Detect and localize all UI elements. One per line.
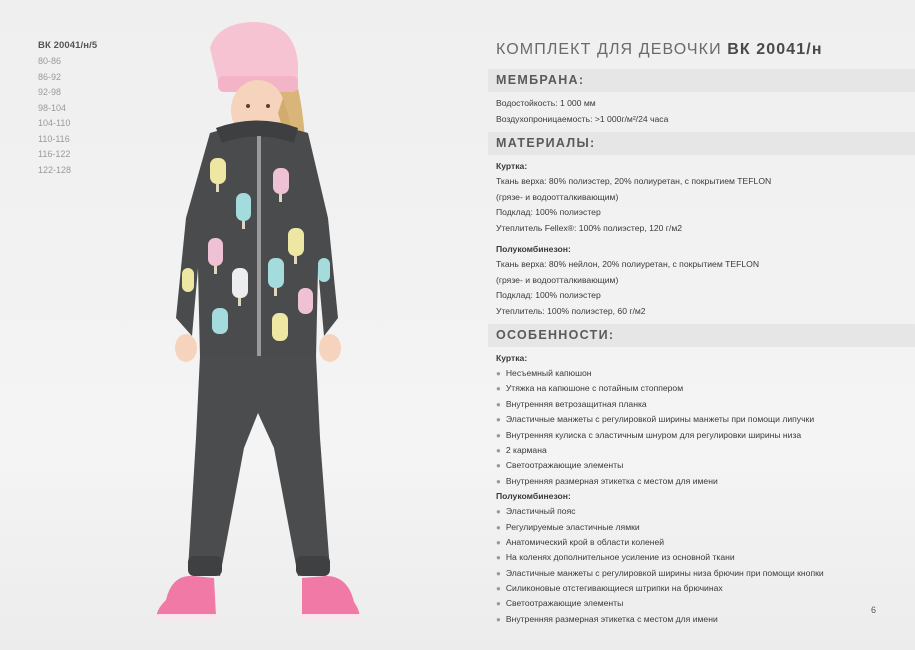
feature-item: ● Светоотражающие элементы (496, 460, 624, 471)
section-heading-materials: МАТЕРИАЛЫ: (488, 132, 915, 155)
feature-item: ● Эластичный пояс (496, 506, 576, 517)
feature-item: ● Силиконовые отстегивающиеся штрипки на брючинах (496, 583, 723, 594)
bullet-icon: ● (496, 507, 501, 517)
section-membrane (488, 92, 915, 129)
size-item: 104-110 (38, 118, 71, 128)
bullet-icon: ● (496, 584, 501, 594)
size-item: 116-122 (38, 149, 71, 159)
size-item: 122-128 (38, 164, 72, 175)
bullet-icon: ● (496, 415, 501, 425)
section-features (488, 347, 915, 629)
size-list (38, 40, 148, 178)
subheading-overall: Полукомбинезон: (496, 491, 571, 502)
spec-line: Ткань верха: 80% нейлон, 20% полиуретан, с покрытием TEFLON (496, 259, 760, 269)
feature-item: ● 2 кармана (496, 444, 547, 455)
product-photo (148, 18, 378, 630)
spec-line: (грязе- и водоотталкивающим) (496, 274, 619, 285)
bullet-icon: ● (496, 369, 501, 378)
title-code: ВК 20041/н (727, 41, 823, 58)
bullet-icon: ● (496, 399, 501, 409)
bullet-icon: ● (496, 537, 501, 547)
feature-item: ● Внутренняя ветрозащитная планка (496, 398, 647, 409)
subheading-jacket: Куртка: (496, 161, 528, 171)
feature-item: ● Утяжка на капюшоне с потайным стоппером (496, 383, 684, 394)
bullet-icon: ● (496, 461, 501, 471)
feature-item: ● Несъемный капюшон (496, 368, 592, 378)
feature-item: ● Светоотражающие элементы (496, 598, 624, 609)
size-item: 92-98 (38, 87, 62, 97)
feature-item: ● На коленях дополнительное усиление из основной ткани (496, 552, 735, 563)
bullet-icon: ● (496, 476, 501, 486)
feature-item: ● Анатомический крой в области коленей (496, 536, 665, 547)
subheading-jacket: Куртка: (496, 353, 528, 363)
bullet-icon: ● (496, 614, 501, 624)
bullet-icon: ● (496, 599, 501, 609)
page-number: 6 (871, 605, 877, 615)
section-heading-membrane: МЕМБРАНА: (488, 69, 915, 92)
bullet-icon: ● (496, 568, 501, 578)
article-number: ВК 20041/н/5 (38, 40, 98, 51)
bullet-icon: ● (496, 430, 501, 440)
spec-line: Подклад: 100% полиэстер (496, 207, 601, 217)
section-materials (488, 155, 915, 321)
spec-line: (грязе- и водоотталкивающим) (496, 191, 619, 202)
feature-item: ● Регулируемые эластичные лямки (496, 521, 640, 532)
bullet-icon: ● (496, 522, 501, 532)
spec-line: Утеплитель: 100% полиэстер, 60 г/м2 (496, 305, 646, 316)
bullet-icon: ● (496, 384, 501, 394)
size-item: 110-116 (38, 133, 70, 144)
spec-line: Подклад: 100% полиэстер (496, 290, 601, 300)
feature-item: ● Внутренняя размерная этикетка с местом для имени (496, 475, 718, 486)
feature-item: ● Эластичные манжеты с регулировкой ширины низа брючин при помощи кнопки (496, 567, 824, 578)
bullet-icon: ● (496, 445, 501, 455)
title-prefix: КОМПЛЕКТ ДЛЯ ДЕВОЧКИ (496, 41, 722, 58)
feature-item: ● Эластичные манжеты с регулировкой ширины манжеты при помощи липучки (496, 414, 815, 425)
bullet-icon: ● (496, 553, 501, 563)
feature-item: ● Внутренняя кулиска с эластичным шнуром для регулировки ширины низа (496, 429, 802, 440)
spec-line: Утеплитель Fellex®: 100% полиэстер, 120 г/м2 (496, 222, 683, 233)
spec-line: Водостойкость: 1 000 мм (496, 98, 596, 108)
size-item: 86-92 (38, 71, 62, 82)
size-item: 80-86 (38, 56, 62, 66)
product-title (496, 38, 915, 66)
size-item: 98-104 (38, 102, 67, 113)
spec-line: Воздухопроницаемость: >1 000г/м²/24 часа (496, 113, 669, 124)
section-heading-features: ОСОБЕННОСТИ: (488, 324, 915, 347)
subheading-overall: Полукомбинезон: (496, 244, 571, 254)
feature-item: ● Внутренняя размерная этикетка с местом для имени (496, 613, 718, 624)
product-description (488, 38, 915, 629)
girl-in-outfit-image (148, 18, 378, 630)
spec-line: Ткань верха: 80% полиэстер, 20% полиуретан, с покрытием TEFLON (496, 176, 772, 186)
